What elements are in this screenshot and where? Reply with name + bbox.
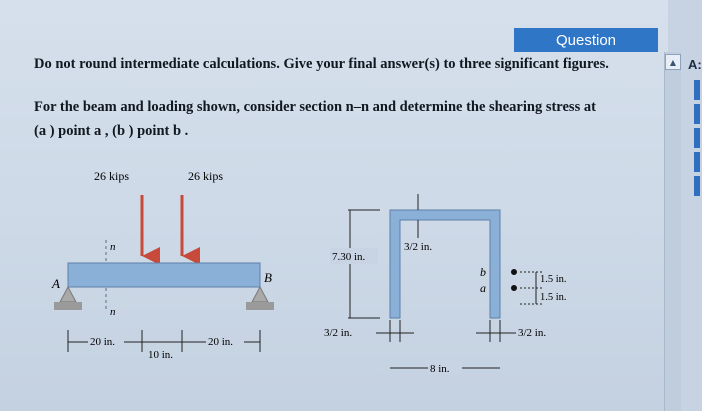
load-left-label: 26 kips (94, 169, 130, 183)
problem-line-2: (a ) point a , (b ) point b . (34, 123, 189, 139)
web-right-label: 3/2 in. (518, 327, 547, 339)
dim-mid-label: 10 in. (148, 349, 174, 361)
problem-line-1: For the beam and loading shown, consider section n–n and determine the shearing stress at (34, 99, 596, 115)
side-tab-4[interactable] (694, 152, 700, 172)
support-a-pin (60, 287, 76, 302)
side-tab-1[interactable] (694, 80, 700, 100)
scroll-up-icon: ▲ (669, 57, 677, 67)
point-b-label: b (480, 265, 486, 279)
dim-left-label: 20 in. (90, 336, 116, 348)
side-tab-2[interactable] (694, 104, 700, 124)
section-bottom-label: n (110, 306, 116, 318)
support-b-label: B (264, 270, 272, 285)
side-tab-3[interactable] (694, 128, 700, 148)
support-b-ground (246, 302, 274, 310)
point-a-marker (511, 285, 517, 291)
channel-section (390, 210, 500, 318)
problem-statement (34, 95, 596, 143)
width-label: 8 in. (430, 363, 450, 375)
section-top-label: n (110, 241, 116, 253)
point-a-label: a (480, 281, 486, 295)
support-a-ground (54, 302, 82, 310)
dim-right-label: 20 in. (208, 336, 234, 348)
question-tab[interactable]: Question (514, 28, 658, 52)
beam-diagram (40, 160, 300, 370)
web-left-label: 3/2 in. (324, 327, 353, 339)
side-tab-5[interactable] (694, 176, 700, 196)
scroll-up-button[interactable] (665, 54, 681, 70)
cross-section-diagram (320, 170, 620, 385)
answer-panel-label: A: (688, 57, 702, 72)
top-thickness-label: 3/2 in. (404, 241, 433, 253)
instructions-text: Do not round intermediate calculations. Give your final answer(s) to three significant figures. (34, 56, 609, 72)
beam-body (68, 263, 260, 287)
point-b-marker (511, 269, 517, 275)
scrollbar-track[interactable] (664, 52, 681, 411)
dim-15-upper-label: 1.5 in. (540, 274, 567, 285)
dim-15-lower-label: 1.5 in. (540, 292, 567, 303)
support-b-pin (252, 287, 268, 302)
load-right-label: 26 kips (188, 169, 224, 183)
support-a-label: A (52, 276, 60, 291)
height-label: 7.30 in. (332, 251, 366, 263)
